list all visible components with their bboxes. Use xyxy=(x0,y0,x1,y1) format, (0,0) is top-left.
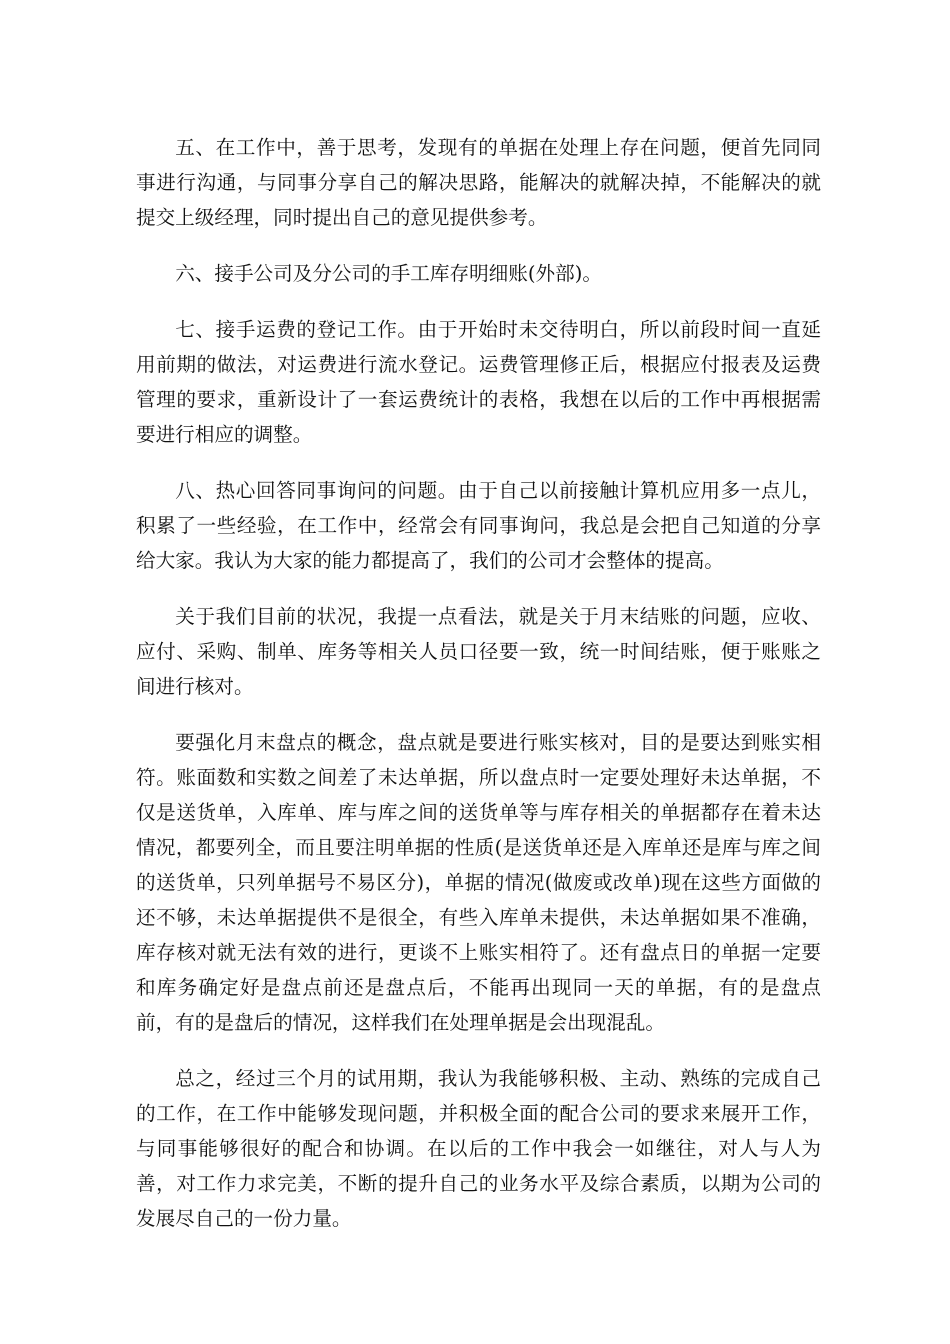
paragraph-8: 八、热心回答同事询问的问题。由于自己以前接触计算机应用多一点儿，积累了一些经验，在工作中，经常会有同事询问，我总是会把自己知道的分享给大家。我认为大家的能力都提高了，我们的公司才会整体的提高。 xyxy=(136,479,821,572)
paragraph-summary: 总之，经过三个月的试用期，我认为我能够积极、主动、熟练的完成自己的工作，在工作中能够发现问题，并积极全面的配合公司的要求来展开工作，与同事能够很好的配合和协调。在以后的工作中我会一如继往，对人与人为善，对工作力求完美，不断的提升自己的业务水平及综合素质，以期为公司的发展尽自己的一份力量。 xyxy=(136,1067,821,1230)
document-body xyxy=(136,130,821,1236)
paragraph-inventory-count: 要强化月末盘点的概念，盘点就是要进行账实核对，目的是要达到账实相符。账面数和实数之间差了未达单据，所以盘点时一定要处理好未达单据，不仅是送货单，入库单、库与库之间的送货单等与库存相关的单据都存在着未达情况，都要列全，而且要注明单据的性质(是送货单还是入库单还是库与库之间的送货单，只列单据号不易区分)，单据的情况(做废或改单)现在这些方面做的还不够，未达单据提供不是很全，有些入库单未提供，未达单据如果不准确，库存核对就无法有效的进行，更谈不上账实相符了。还有盘点日的单据一定要和库务确定好是盘点前还是盘点后，不能再出现同一天的单据，有的是盘点前，有的是盘后的情况，这样我们在处理单据是会出现混乱。 xyxy=(136,731,821,1034)
paragraph-6: 六、接手公司及分公司的手工库存明细账(外部)。 xyxy=(175,262,602,285)
paragraph-5: 五、在工作中，善于思考，发现有的单据在处理上存在问题，便首先同同事进行沟通，与同事分享自己的解决思路，能解决的就解决掉，不能解决的就提交上级经理，同时提出自己的意见提供参考。 xyxy=(136,136,821,229)
paragraph-month-end-closing: 关于我们目前的状况，我提一点看法，就是关于月末结账的问题，应收、应付、采购、制单、库务等相关人员口径要一致，统一时间结账，便于账账之间进行核对。 xyxy=(136,605,821,698)
paragraph-7: 七、接手运费的登记工作。由于开始时未交待明白，所以前段时间一直延用前期的做法，对运费进行流水登记。运费管理修正后，根据应付报表及运费管理的要求，重新设计了一套运费统计的表格，我想在以后的工作中再根据需要进行相应的调整。 xyxy=(136,318,821,446)
